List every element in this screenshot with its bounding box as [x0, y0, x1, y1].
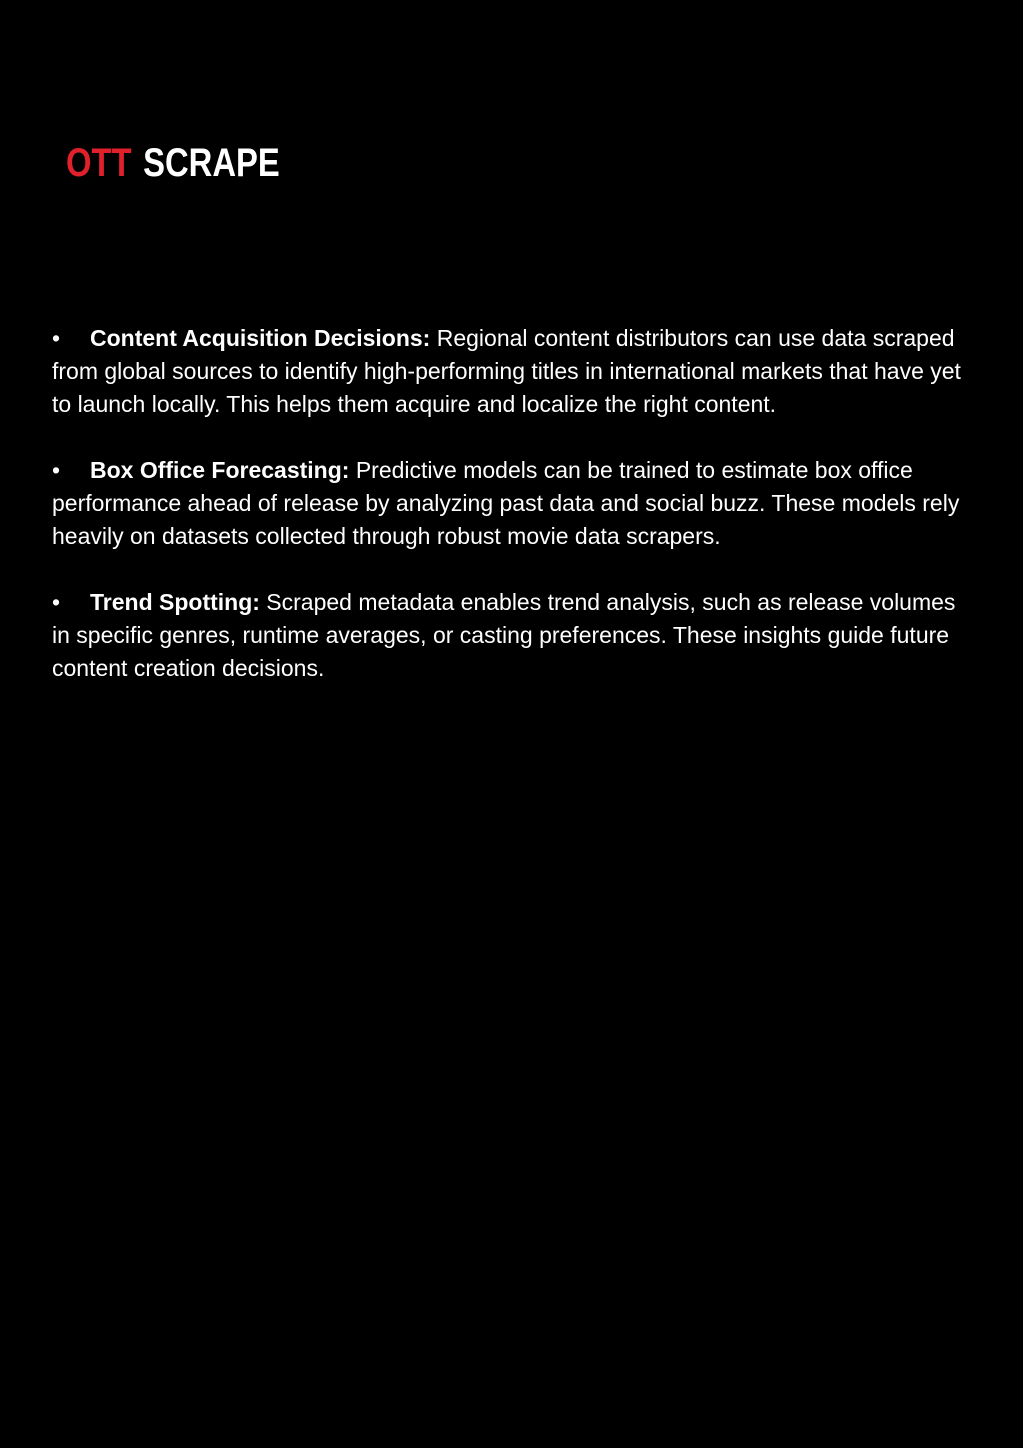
bullet-text: Scraped metadata enables trend analysis, such as release volumes in specific genres, runtime averages, or casting preferences. These insights guide future content creation decisions. — [52, 589, 956, 681]
bullet-term: Content Acquisition Decisions: — [90, 325, 431, 351]
bullet-text: Predictive models can be trained to estimate box office performance ahead of release by analyzing past data and social buzz. These models rely heavily on datasets collected through robust movie data scrapers. — [52, 457, 960, 549]
bullet-marker: • — [52, 589, 61, 615]
logo-ott-text: OTT — [66, 141, 132, 185]
bullet-content-acquisition — [52, 322, 972, 421]
bullet-term: Trend Spotting: — [90, 589, 260, 615]
ott-scrape-logo — [66, 138, 280, 188]
bullet-marker: • — [52, 457, 61, 483]
bullet-list — [52, 322, 972, 718]
bullet-text: Regional content distributors can use data scraped from global sources to identify high-performing titles in international markets that have yet to launch locally. This helps them acquire and localize the right content. — [52, 325, 961, 417]
bullet-marker: • — [52, 325, 61, 351]
logo-scrape-text: SCRAPE — [143, 141, 280, 185]
bullet-trend-spotting — [52, 586, 972, 685]
bullet-box-office-forecasting — [52, 454, 972, 553]
bullet-term: Box Office Forecasting: — [90, 457, 350, 483]
